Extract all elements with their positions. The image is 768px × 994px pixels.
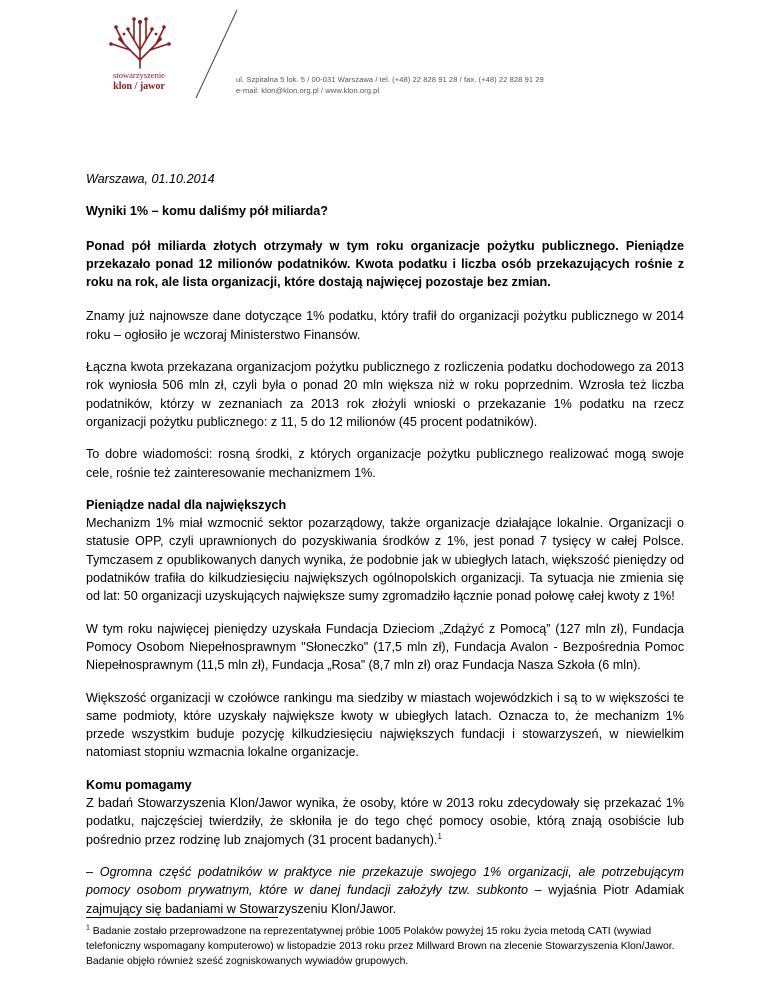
paragraph-1: Znamy już najnowsze dane dotyczące 1% podatku, który trafił do organizacji pożytku publicznego w 2014 roku – ogłosiło je wczoraj Ministerstwo Finansów. xyxy=(86,309,684,342)
quote-paragraph xyxy=(86,863,684,918)
section-2-heading: Komu pomagamy xyxy=(86,777,192,792)
document-body xyxy=(86,170,684,932)
quote-italic: – Ogromna część podatników w praktyce nie przekazuje swojego 1% organizacji, ale potrzebującym pomocy osobom prywatnym, które w danej fundacji założyły tzw. subkonto xyxy=(86,864,684,898)
org-name-line2: klon / jawor xyxy=(113,81,165,92)
address-line: ul. Szpitalna 5 lok. 5 / 00-031 Warszawa / tel. (+48) 22 828 91 28 / fax. (+48) 22 828 91 29 xyxy=(236,75,544,84)
org-name xyxy=(96,70,182,92)
footnote-number: 1 xyxy=(86,924,90,932)
section-2-text: Z badań Stowarzyszenia Klon/Jawor wynika, że osoby, które w 2013 roku zdecydowały się przekazać 1% podatku, najczęściej twierdziły, że skłoniła je do tego chęć pomocy osobie, którą znają osobiście lub pośrednio przez rodzinę lub znajomych (31 procent badanych). xyxy=(86,796,684,847)
footnote-separator xyxy=(86,917,278,918)
footnote xyxy=(86,924,684,969)
contact-info xyxy=(236,74,544,96)
paragraph-3: To dobre wiadomości: rosną środki, z których organizacje pożytku publicznego realizować mogą swoje cele, rośnie też zainteresowanie mechanizmem 1%. xyxy=(86,447,684,480)
section-2 xyxy=(86,776,684,849)
paragraph-4: W tym roku najwięcej pieniędzy uzyskała Fundacja Dzieciom „Zdążyć z Pomocą” (127 mln zł), Fundacja Pomocy Osobom Niepełnosprawnym "Słoneczko" (17,5 mln zł), Fundacja Avalon - Bezpośrednia Pomoc Niepełnosprawnym (11,5 mln zł), Fundacja „Rosa” (8,7 mln zł) oraz Fundacja Nasza Szkoła (6 mln). xyxy=(86,621,684,673)
quote-attribution: – wyjaśnia Piotr Adamiak zajmujący się badaniami w Stowarzyszeniu Klon/Jawor. xyxy=(86,883,685,916)
document-date: Warszawa, 01.10.2014 xyxy=(86,172,215,186)
section-1 xyxy=(86,496,684,606)
lead-paragraph: Ponad pół miliarda złotych otrzymały w tym roku organizacje pożytku publicznego. Pieniądze przekazało ponad 12 milionów podatników. Kwota podatku i liczba osób przekazujących rośnie z roku na rok, ale lista organizacji, które dostają najwięcej pozostaje bez zmian. xyxy=(86,238,684,290)
paragraph-2: Łączna kwota przekazana organizacjom pożytku publicznego z rozliczenia podatku dochodowego za 2013 rok wyniosła 506 mln zł, czyli była o ponad 20 mln większa niż w roku poprzednim. Wzrosła też liczba podatników, którzy w zeznaniach za 2013 rok złożyli wnioski o przekazanie 1% podatku na rzecz organizacji pożytku publicznego: z 11, 5 do 12 milionów (45 procent podatników). xyxy=(86,360,684,429)
paragraph-5: Większość organizacji w czołówce rankingu ma siedziby w miastach wojewódzkich i są to w większości te same podmioty, które uzyskały największe kwoty w ubiegłych latach. Oznacza to, że mechanizm 1% przede wszystkim buduje pozycję kilkudziesięciu największych fundacji i stowarzyszeń, w niewielkim natomiast stopniu wzmacnia lokalne organizacje. xyxy=(86,690,684,760)
document-title: Wyniki 1% – komu daliśmy pół miliarda? xyxy=(86,204,328,219)
footnote-reference: 1 xyxy=(437,831,442,841)
header-divider xyxy=(192,8,242,100)
email-line: e-mail: klon@klon.org.pl / www.klon.org.pl xyxy=(236,86,380,95)
footnote-text: Badanie zostało przeprowadzone na reprezentatywnej próbie 1005 Polaków powyżej 15 roku życia metodą CATI (wywiad telefoniczny wspomagany komputerowo) w listopadzie 2013 roku przez Millward Brown na zlecenie Stowarzyszenia Klon/Jawor. Badanie objęło również sześć zogniskowanych wywiadów grupowych. xyxy=(86,926,675,967)
section-1-text: Mechanizm 1% miał wzmocnić sektor pozarządowy, także organizacje działające lokalnie. Organizacji o statusie OPP, czyli uprawnionych do pozyskiwania środków z 1%, jest ponad 7 tysięcy w całej Polsce. Tymczasem z opublikowanych danych wynika, że podobnie jak w ubiegłych latach, większość pieniędzy od podatników trafiła do kilkudziesięciu największych ogólnopolskich organizacji. Ta sytuacja nie zmienia się od lat: 50 organizacji uzyskujących największe sumy zgromadziło łącznie ponad połowę całej kwoty z 1%! xyxy=(86,516,684,604)
org-name-line1: stowarzyszenie xyxy=(113,70,165,80)
section-1-heading: Pieniądze nadal dla największych xyxy=(86,497,287,512)
